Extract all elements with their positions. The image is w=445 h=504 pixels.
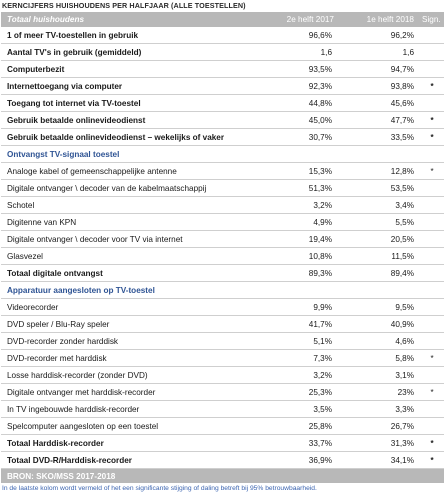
value-2e-helft-2017: 4,9% [267,214,334,231]
value-1e-helft-2018: 9,5% [334,299,420,316]
table-row [1,197,444,214]
value-2e-helft-2017: 30,7% [267,129,334,146]
table-row [1,129,444,146]
row-label: Analoge kabel of gemeenschappelijke antenne [1,163,267,180]
significance-marker [420,316,444,333]
value-2e-helft-2017: 44,8% [267,95,334,112]
value-2e-helft-2017: 10,8% [267,248,334,265]
significance-marker: * [420,452,444,469]
value-1e-helft-2018: 94,7% [334,61,420,78]
significance-marker [420,197,444,214]
value-2e-helft-2017: 7,3% [267,350,334,367]
significance-marker [420,95,444,112]
significance-marker [420,231,444,248]
table-row [1,163,444,180]
row-label: Digitale ontvanger met harddisk-recorder [1,384,267,401]
value-1e-helft-2018: 3,1% [334,367,420,384]
value-1e-helft-2018: 12,8% [334,163,420,180]
table-row [1,384,444,401]
value-2e-helft-2017: 45,0% [267,112,334,129]
significance-marker: * [420,112,444,129]
table-title: KERNCIJFERS HUISHOUDENS PER HALFJAAR (ALLE TOESTELLEN) [2,1,246,10]
value-2e-helft-2017: 5,1% [267,333,334,350]
row-label: DVD speler / Blu-Ray speler [1,316,267,333]
value-2e-helft-2017: 89,3% [267,265,334,282]
table-row [1,265,444,282]
header-col-1e-helft-2018: 1e helft 2018 [334,12,420,27]
row-label: Gebruik betaalde onlinevideodienst – wekelijks of vaker [1,129,267,146]
value-2e-helft-2017: 92,3% [267,78,334,95]
value-1e-helft-2018: 23% [334,384,420,401]
significance-marker: * [420,129,444,146]
table-row [1,367,444,384]
row-label: Digitale ontvanger \ decoder van de kabelmaatschappij [1,180,267,197]
significance-marker [420,299,444,316]
table-row [1,95,444,112]
value-2e-helft-2017: 51,3% [267,180,334,197]
table-row [1,350,444,367]
value-2e-helft-2017: 1,6 [267,44,334,61]
value-1e-helft-2018: 4,6% [334,333,420,350]
value-2e-helft-2017: 3,5% [267,401,334,418]
table-row [1,299,444,316]
significance-marker: * [420,435,444,452]
value-2e-helft-2017: 19,4% [267,231,334,248]
value-2e-helft-2017: 36,9% [267,452,334,469]
value-2e-helft-2017: 15,3% [267,163,334,180]
section-header-row [1,146,444,163]
value-2e-helft-2017: 25,3% [267,384,334,401]
section-header-row [1,282,444,299]
row-label: 1 of meer TV-toestellen in gebruik [1,27,267,44]
row-label: DVD-recorder met harddisk [1,350,267,367]
row-label: Toegang tot internet via TV-toestel [1,95,267,112]
significance-marker [420,180,444,197]
table-row [1,231,444,248]
row-label: Totaal Harddisk-recorder [1,435,267,452]
value-2e-helft-2017: 33,7% [267,435,334,452]
source-row [1,469,444,484]
value-1e-helft-2018: 40,9% [334,316,420,333]
value-2e-helft-2017: 25,8% [267,418,334,435]
significance-marker [420,418,444,435]
table-row [1,61,444,78]
row-label: Digitale ontvanger \ decoder voor TV via internet [1,231,267,248]
value-2e-helft-2017: 41,7% [267,316,334,333]
row-label: Aantal TV's in gebruik (gemiddeld) [1,44,267,61]
row-label: Totaal DVD-R/Harddisk-recorder [1,452,267,469]
value-1e-helft-2018: 45,6% [334,95,420,112]
table-row [1,333,444,350]
value-1e-helft-2018: 20,5% [334,231,420,248]
row-label: Totaal digitale ontvangst [1,265,267,282]
row-label: Spelcomputer aangesloten op een toestel [1,418,267,435]
header-col-2e-helft-2017: 2e helft 2017 [267,12,334,27]
value-1e-helft-2018: 33,5% [334,129,420,146]
significance-marker: * [420,350,444,367]
row-label: Computerbezit [1,61,267,78]
value-2e-helft-2017: 3,2% [267,197,334,214]
row-label: Gebruik betaalde onlinevideodienst [1,112,267,129]
table-row [1,112,444,129]
significance-marker [420,401,444,418]
row-label: Losse harddisk-recorder (zonder DVD) [1,367,267,384]
table-header-row [1,12,444,27]
significance-marker [420,44,444,61]
value-2e-helft-2017: 9,9% [267,299,334,316]
row-label: In TV ingebouwde harddisk-recorder [1,401,267,418]
significance-marker [420,367,444,384]
source-text: BRON: SKO/MSS 2017-2018 [1,469,444,484]
value-2e-helft-2017: 3,2% [267,367,334,384]
table-row [1,452,444,469]
value-1e-helft-2018: 96,2% [334,27,420,44]
table-row [1,78,444,95]
table-row [1,214,444,231]
row-label: DVD-recorder zonder harddisk [1,333,267,350]
value-1e-helft-2018: 1,6 [334,44,420,61]
value-1e-helft-2018: 5,8% [334,350,420,367]
value-1e-helft-2018: 3,4% [334,197,420,214]
table-row [1,401,444,418]
significance-marker [420,214,444,231]
row-label: Glasvezel [1,248,267,265]
section-title: Ontvangst TV-signaal toestel [1,146,444,163]
significance-marker [420,333,444,350]
row-label: Videorecorder [1,299,267,316]
value-1e-helft-2018: 5,5% [334,214,420,231]
row-label: Schotel [1,197,267,214]
value-1e-helft-2018: 89,4% [334,265,420,282]
significance-marker [420,61,444,78]
table-row [1,435,444,452]
table-row [1,316,444,333]
table-row [1,27,444,44]
value-1e-helft-2018: 93,8% [334,78,420,95]
table-row [1,44,444,61]
value-1e-helft-2018: 53,5% [334,180,420,197]
footnote: In de laatste kolom wordt vermeld of het een significante stijging of daling betreft bij 95% betrouwbaarheid. [2,485,317,492]
table-row [1,180,444,197]
row-label: Internettoegang via computer [1,78,267,95]
significance-marker: * [420,78,444,95]
header-label: Totaal huishoudens [1,12,267,27]
value-1e-helft-2018: 3,3% [334,401,420,418]
table-row [1,418,444,435]
section-title: Apparatuur aangesloten op TV-toestel [1,282,444,299]
significance-marker: * [420,384,444,401]
value-1e-helft-2018: 11,5% [334,248,420,265]
value-2e-helft-2017: 93,5% [267,61,334,78]
significance-marker: * [420,163,444,180]
value-2e-helft-2017: 96,6% [267,27,334,44]
value-1e-helft-2018: 34,1% [334,452,420,469]
significance-marker [420,265,444,282]
table-body [1,27,444,469]
table-row [1,248,444,265]
value-1e-helft-2018: 47,7% [334,112,420,129]
value-1e-helft-2018: 31,3% [334,435,420,452]
kerncijfers-table [1,12,444,483]
row-label: Digitenne van KPN [1,214,267,231]
header-col-sign: Sign. [420,12,444,27]
significance-marker [420,27,444,44]
value-1e-helft-2018: 26,7% [334,418,420,435]
significance-marker [420,248,444,265]
